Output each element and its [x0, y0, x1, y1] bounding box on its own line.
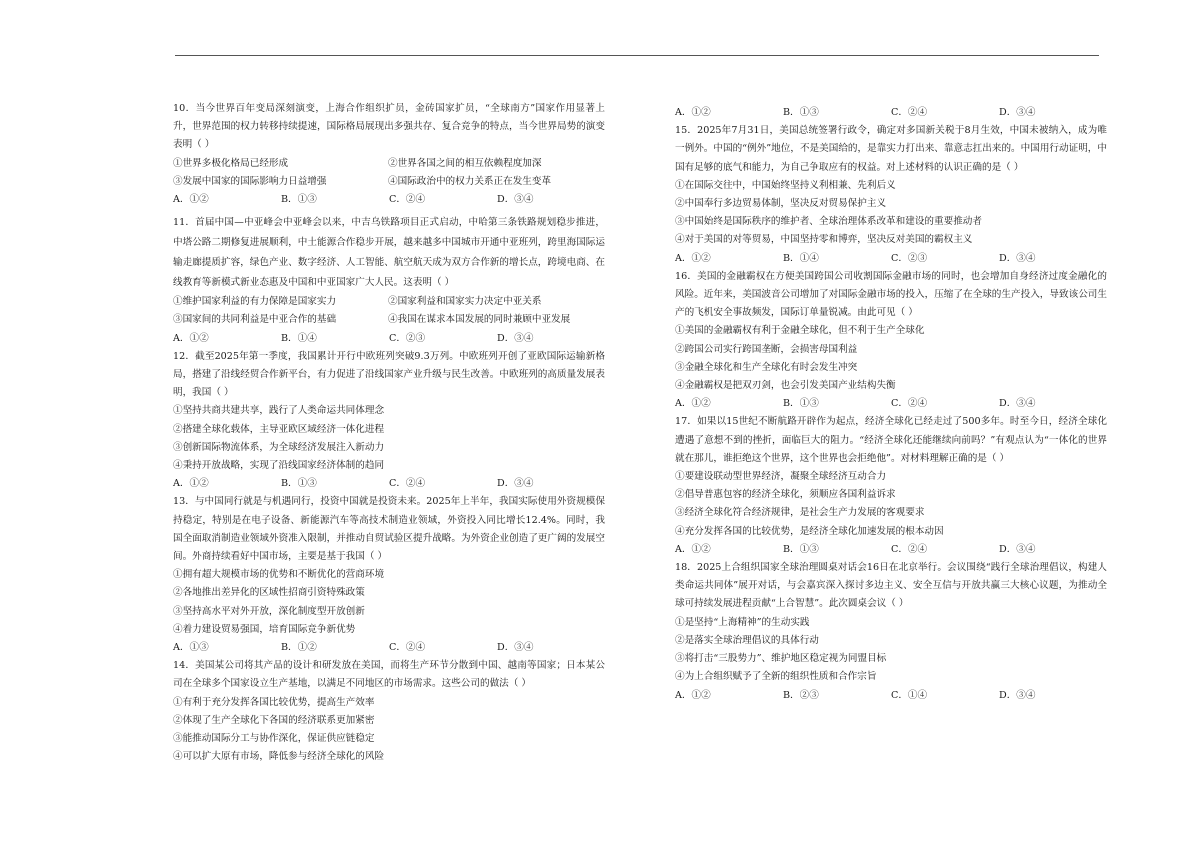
option-3: ③将打击“三股势力”、维护地区稳定视为同盟目标 [675, 653, 887, 665]
right-column [675, 104, 1107, 705]
option-1: ①拥有超大规模市场的优势和不断优化的营商环境 [173, 569, 385, 581]
choice-b: B．①③ [281, 478, 317, 490]
choice-c: C．②④ [891, 398, 928, 410]
option-2: ②搭建全球化载体，主导亚欧区域经济一体化进程 [173, 423, 385, 435]
option-1: ①有利于充分发挥各国比较优势，提高生产效率 [173, 696, 375, 708]
choice-a: A．①② [173, 332, 209, 344]
choice-a: A．①② [675, 252, 711, 264]
choice-a: A．①② [675, 543, 711, 555]
option-1: ①坚持共商共建共享，践行了人类命运共同体理念 [173, 405, 385, 417]
option-4: ④秉持开放战略，实现了沿线国家经济体制的趋同 [173, 460, 385, 472]
choice-d: D．③④ [497, 332, 534, 344]
question-11 [173, 213, 605, 348]
answer-choices [173, 191, 605, 209]
choice-b: B．①③ [281, 194, 317, 206]
choice-d: D．③④ [999, 398, 1036, 410]
question-16 [675, 268, 1107, 414]
option-2: ②跨国公司实行跨国垄断，会损害母国利益 [675, 343, 858, 355]
question-stem: 15．2025年7月31日，美国总统签署行政令，确定对多国新关税于8月生效，中国未被纳入，成为唯一例外。中国的“例外”地位，不是美国给的，是靠实力打出来、靠意志扛出来的。中国用行动证明，中国有足够的底气和能力，为自己争取应有的权益。对上述材料的认识正确的是（ ） [675, 125, 1107, 173]
choice-d: D．③④ [999, 107, 1036, 118]
choice-a: A．①② [675, 107, 711, 118]
option-1: ①维护国家利益的有力保障是国家实力 [173, 296, 337, 308]
left-column [173, 100, 605, 767]
choice-a: A．①③ [173, 642, 209, 654]
option-1: ①要建设联动型世界经济，凝聚全球经济互动合力 [675, 471, 887, 483]
question-stem: 14．美国某公司将其产品的设计和研发放在美国，而将生产环节分散到中国、越南等国家；日本某公司在全球多个国家设立生产基地，以满足不同地区的市场需求。这些公司的做法（ ） [173, 660, 605, 690]
answer-choices [173, 639, 605, 657]
option-2: ②中国奉行多边贸易体制，坚决反对贸易保护主义 [675, 198, 887, 210]
question-13 [173, 493, 605, 657]
choice-b: B．①③ [783, 543, 819, 555]
option-3: ③国家间的共同利益是中亚合作的基础 [173, 314, 337, 326]
question-14 [173, 657, 605, 766]
option-4: ④为上合组织赋予了全新的组织性质和合作宗旨 [675, 671, 877, 683]
answer-choices [675, 687, 1107, 705]
option-2: ②体现了生产全球化下各国的经济联系更加紧密 [173, 714, 375, 726]
choice-d: D．③④ [497, 478, 534, 490]
option-4: ④对于美国的对等贸易，中国坚持零和博弈，坚决反对美国的霸权主义 [675, 234, 973, 246]
answer-choices [675, 395, 1107, 413]
choice-c: C．①④ [891, 689, 928, 701]
choice-a: A．①② [675, 689, 711, 701]
answer-choices-q14 [675, 104, 1107, 122]
option-2: ②世界各国之间的相互依赖程度加深 [388, 157, 542, 169]
choice-b: B．①④ [281, 332, 317, 344]
choice-b: B．①③ [783, 398, 819, 410]
option-1: ①世界多极化格局已经形成 [173, 157, 289, 169]
option-row [173, 311, 605, 329]
option-4: ④国际政治中的权力关系正在发生变革 [388, 175, 552, 187]
option-3: ③坚持高水平对外开放，深化制度型开放创新 [173, 605, 365, 617]
question-stem: 10．当今世界百年变局深刻演变，上海合作组织扩员，金砖国家扩员，“全球南方”国家作用显著上升，世界范围的权力转移持续提速，国际格局展现出多强共存、复合竞争的特点，当今世界局势的演变表明（ ） [173, 103, 605, 151]
choice-d: D．③④ [999, 252, 1036, 264]
question-stem: 11．首届中国—中亚峰会中亚峰会以来，中吉乌铁路项目正式启动，中哈第三条铁路规划稳步推进，中塔公路二期修复进展顺利，中土能源合作稳步开展，越来越多中国城市开通中亚班列，跨里海国际运输走廊提质扩容，绿色产业、数字经济、人工智能、航空航天成为双方合作新的增长点，跨境电商、在线教育等新模式新业态惠及中国和中亚国家广大人民。这表明（ ） [173, 217, 605, 289]
option-4: ④金融霸权是把双刃剑，也会引发美国产业结构失衡 [675, 380, 896, 392]
option-3: ③中国始终是国际秩序的维护者、全球治理体系改革和建设的重要推动者 [675, 216, 982, 228]
option-4: ④充分发挥各国的比较优势，是经济全球化加速发展的根本动因 [675, 525, 944, 537]
option-4: ④着力建设贸易强国，培育国际竞争新优势 [173, 623, 356, 635]
answer-choices [675, 541, 1107, 559]
option-3: ③创新国际物流体系，为全球经济发展注入新动力 [173, 441, 385, 453]
choice-b: B．①③ [783, 107, 819, 118]
choice-b: B．②③ [783, 689, 819, 701]
choice-c: C．②④ [389, 194, 426, 206]
answer-choices [173, 475, 605, 493]
question-18 [675, 559, 1107, 705]
choice-a: A．①② [675, 398, 711, 410]
choice-d: D．③④ [497, 194, 534, 206]
option-3: ③能推动国际分工与协作深化，保证供应链稳定 [173, 733, 375, 745]
choice-d: D．③④ [999, 543, 1036, 555]
option-1: ①在国际交往中，中国始终坚持义利相兼、先利后义 [675, 179, 896, 191]
choice-d: D．③④ [999, 689, 1036, 701]
choice-d: D．③④ [497, 642, 534, 654]
choice-c: C．②③ [891, 252, 928, 264]
option-row [173, 293, 605, 311]
answer-choices [675, 250, 1107, 268]
choice-b: B．①④ [783, 252, 819, 264]
choice-c: C．②④ [891, 107, 928, 118]
question-12 [173, 348, 605, 494]
option-row [173, 155, 605, 173]
question-15 [675, 122, 1107, 268]
choice-b: B．①② [281, 642, 317, 654]
question-stem: 17．如果以15世纪不断航路开辟作为起点，经济全球化已经走过了500多年。时至今日，经济全球化遭遇了意想不到的挫折，面临巨大的阻力。“经济全球化还能继续向前吗？”有观点认为“一体化的世界就在那儿，谁拒绝这个世界，这个世界也会拒绝他”。对材料理解正确的是（ ） [675, 416, 1107, 464]
question-stem: 13．与中国同行就是与机遇同行，投资中国就是投资未来。2025年上半年，我国实际使用外资规模保持稳定，特别是在电子设备、新能源汽车等高技术制造业领域，外资投入同比增长12.4%。同时，我国全面取消制造业领域外资准入限制，并推动自贸试验区提升战略。为外资企业创造了更广阔的发展空间。外商持续看好中国市场，主要是基于我国（ ） [173, 496, 605, 563]
option-1: ①美国的金融霸权有利于金融全球化，但不利于生产全球化 [675, 325, 925, 337]
question-10 [173, 100, 605, 209]
choice-a: A．①② [173, 478, 209, 490]
choice-c: C．②③ [389, 332, 426, 344]
question-stem: 16．美国的金融霸权在方便美国跨国公司收割国际金融市场的同时，也会增加自身经济过度金融化的风险。近年来，美国波音公司增加了对国际金融市场的投入，压缩了在全球的生产投入，导致该公司生产的飞机安全事故频发，国际订单量锐减。由此可见（ ） [675, 270, 1107, 319]
choice-c: C．②④ [389, 642, 426, 654]
option-2: ②各地推出差异化的区域性招商引资特殊政策 [173, 587, 365, 599]
option-3: ③发展中国家的国际影响力日益增强 [173, 175, 327, 187]
option-2: ②是落实全球治理倡议的具体行动 [675, 634, 819, 646]
option-2: ②倡导普惠包容的经济全球化，须顺应各国利益诉求 [675, 489, 896, 501]
choice-c: C．②④ [891, 543, 928, 555]
choice-c: C．②④ [389, 478, 426, 490]
option-1: ①是坚持“上海精神”的生动实践 [675, 616, 810, 628]
option-row [173, 173, 605, 191]
question-17 [675, 413, 1107, 559]
answer-choices [173, 330, 605, 348]
option-3: ③金融全球化和生产全球化有时会发生冲突 [675, 361, 858, 373]
option-2: ②国家利益和国家实力决定中亚关系 [388, 296, 542, 308]
option-3: ③经济全球化符合经济规律，是社会生产力发展的客观要求 [675, 507, 925, 519]
header-rule [175, 55, 1099, 56]
option-4: ④我国在谋求本国发展的同时兼顾中亚发展 [388, 314, 571, 326]
question-stem: 18．2025上合组织国家全球治理圆桌对话会16日在北京举行。会议围绕“践行全球治理倡议，构建人类命运共同体”展开对话，与会嘉宾深入探讨多边主义、安全互信与开放共赢三大核心议题，为推动全球可持续发展进程贡献“上合智慧”。此次圆桌会议（ ） [675, 562, 1107, 610]
question-stem: 12．截至2025年第一季度，我国累计开行中欧班列突破9.3万列。中欧班列开创了亚欧国际运输新格局，搭建了沿线经贸合作新平台，有力促进了沿线国家产业升级与民生改善。中欧班列的高质量发展表明，我国（ ） [173, 350, 605, 399]
option-4: ④可以扩大原有市场，降低参与经济全球化的风险 [173, 751, 385, 763]
choice-a: A．①② [173, 194, 209, 206]
